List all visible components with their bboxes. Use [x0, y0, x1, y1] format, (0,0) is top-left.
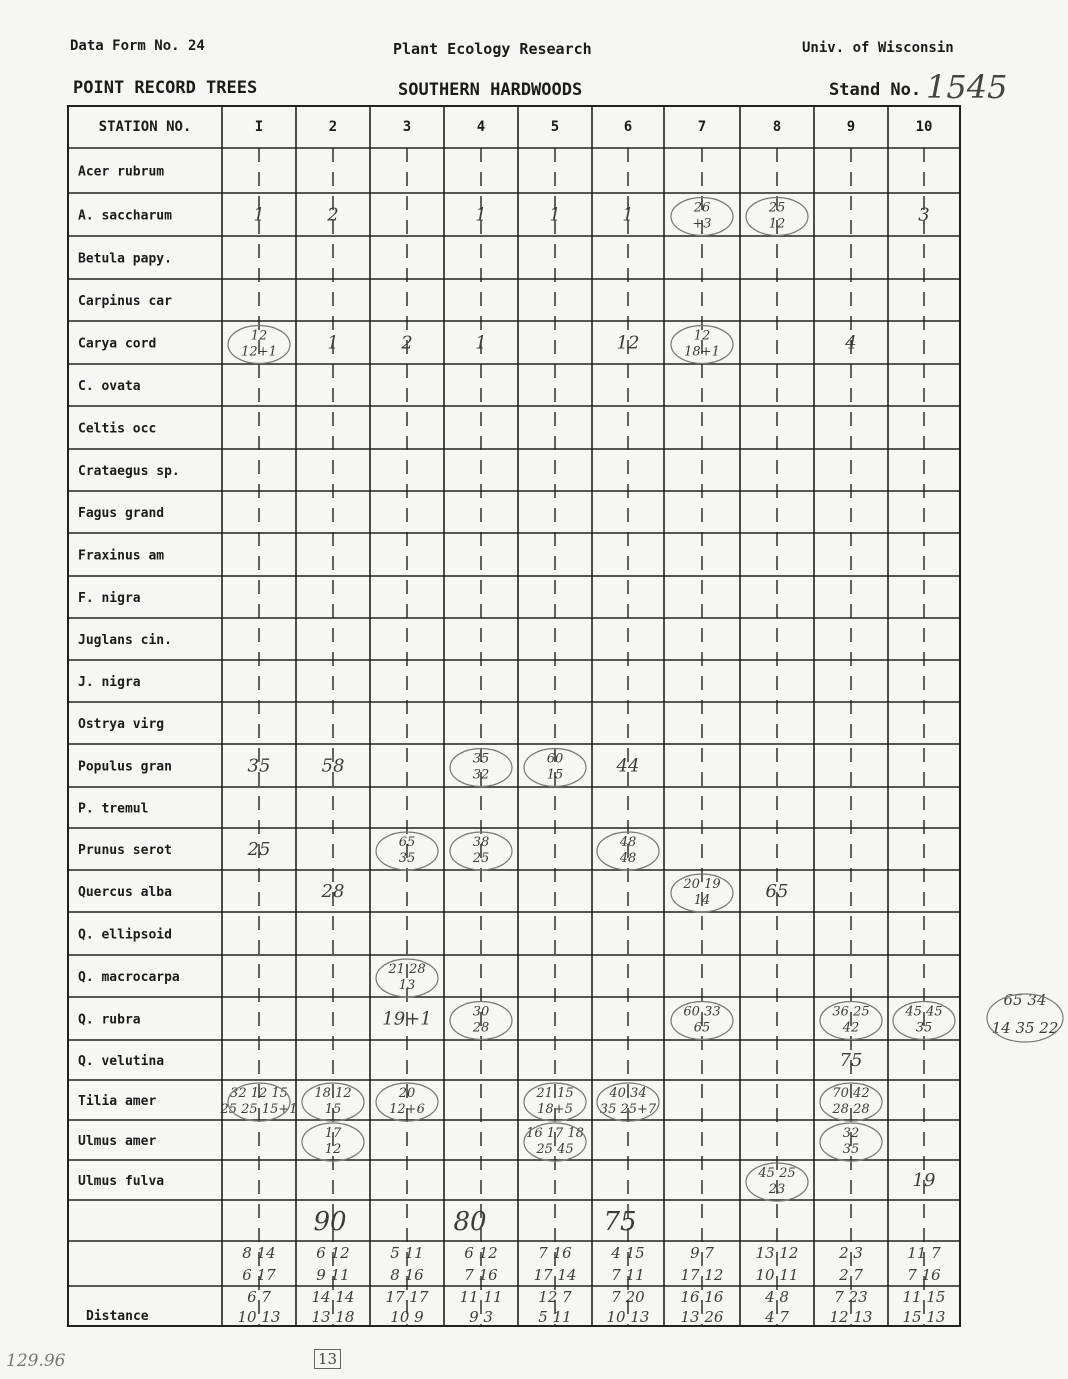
tree-entry: 12 [324, 1142, 342, 1157]
azimuth-value: 13 12 [755, 1244, 799, 1262]
distance-value: 13 26 [680, 1308, 724, 1326]
stand-label: Stand No. [829, 80, 922, 100]
stand-number: 1545 [926, 68, 1008, 106]
azimuth-value: 17 14 [533, 1266, 577, 1284]
tree-entry: 18+1 [684, 344, 720, 360]
station-number: 2 [328, 119, 338, 135]
tree-entry: 45 25 [758, 1166, 796, 1181]
station-number: 5 [550, 119, 560, 135]
station-header: STATION NO. [98, 119, 192, 135]
distance-value: 14 14 [311, 1288, 355, 1306]
blank-row-value: 75 [603, 1207, 637, 1237]
species-label: A. saccharum [78, 208, 172, 224]
tree-entry: +3 [692, 216, 712, 232]
tree-entry: 1 [327, 332, 339, 354]
species-label: Celtis occ [78, 421, 157, 437]
distance-value: 7 20 [611, 1288, 645, 1306]
azimuth-value: 7 16 [464, 1266, 498, 1284]
tree-entry: 20 [398, 1086, 416, 1101]
tree-entry: 25 [472, 851, 490, 866]
university-name: Univ. of Wisconsin [802, 40, 954, 56]
tree-entry: 25 [768, 200, 786, 216]
tree-entry: 21 28 [388, 962, 426, 977]
tree-entry: 35 [398, 851, 416, 866]
species-label: Carya cord [78, 336, 157, 352]
tree-entry: 42 [842, 1020, 860, 1036]
azimuth-value: 9 7 [690, 1244, 714, 1262]
tree-entry: 4 [845, 332, 857, 354]
tree-entry: 65 [765, 881, 789, 902]
azimuth-value: 8 16 [390, 1266, 424, 1284]
footer-note: 129.96 [6, 1351, 66, 1371]
tree-entry: 35 [247, 755, 271, 777]
tree-entry: 26 [693, 200, 711, 216]
tree-entry: 35 25+7 [599, 1102, 657, 1117]
tree-entry: 35 [915, 1020, 933, 1036]
tree-entry: 15 [324, 1102, 342, 1117]
distance-value: 10 13 [237, 1308, 281, 1326]
tree-entry: 2 [401, 332, 413, 354]
tree-entry: 28 28 [832, 1102, 870, 1117]
tree-entry: 18+5 [537, 1102, 573, 1117]
distance-value: 7 23 [834, 1288, 868, 1306]
station-number: 7 [697, 119, 707, 135]
margin-note: 14 35 22 [991, 1019, 1059, 1037]
form-number: Data Form No. 24 [70, 38, 205, 54]
tree-entry: 12 [616, 332, 640, 354]
distance-value: 6 7 [247, 1288, 271, 1306]
tree-entry: 65 [693, 1020, 711, 1036]
distance-value: 4 7 [765, 1308, 789, 1326]
tree-entry: 44 [616, 755, 640, 777]
tree-entry: 25 25 15+1 [220, 1102, 298, 1117]
tree-entry: 28 [321, 881, 345, 902]
tree-entry: 2 [327, 204, 339, 226]
species-label: Carpinus car [78, 294, 172, 309]
tree-entry: 1 [475, 332, 487, 354]
tree-entry: 19 [912, 1170, 936, 1191]
tree-entry: 1 [549, 204, 561, 226]
azimuth-value: 6 17 [242, 1266, 276, 1284]
species-label: Q. velutina [78, 1054, 165, 1069]
azimuth-value: 5 11 [390, 1244, 424, 1262]
distance-value: 9 3 [469, 1308, 493, 1326]
distance-value: 15 13 [902, 1308, 946, 1326]
distance-value: 13 18 [311, 1308, 355, 1326]
tree-entry: 32 [842, 1126, 860, 1141]
azimuth-value: 7 16 [907, 1266, 941, 1284]
species-label: Q. rubra [78, 1012, 141, 1028]
species-label: Populus gran [78, 759, 172, 775]
species-label: Ulmus fulva [78, 1174, 165, 1189]
tree-entry: 28 [472, 1020, 490, 1036]
tree-entry: 12+6 [389, 1102, 425, 1117]
azimuth-value: 6 12 [464, 1244, 498, 1262]
azimuth-value: 7 16 [538, 1244, 572, 1262]
distance-value: 11 11 [459, 1288, 503, 1306]
tree-entry: 48 [619, 835, 637, 850]
species-label: Acer rubrum [78, 164, 165, 180]
tree-entry: 35 [842, 1142, 860, 1157]
tree-entry: 1 [475, 204, 487, 226]
tree-entry: 14 [693, 893, 711, 908]
tree-entry: 21 15 [536, 1086, 574, 1101]
tree-entry: 48 [619, 851, 637, 866]
distance-value: 16 16 [680, 1288, 724, 1306]
station-number: 6 [623, 119, 633, 135]
tree-entry: 38 [472, 835, 490, 850]
azimuth-value: 8 14 [242, 1244, 276, 1262]
species-label: Quercus alba [78, 885, 172, 900]
species-label: Prunus serot [78, 843, 172, 858]
tree-entry: 20 19 [683, 877, 721, 892]
tree-entry: 60 [546, 751, 564, 767]
tree-entry: 40 34 [609, 1086, 647, 1101]
tree-entry: 13 [398, 978, 416, 993]
species-label: P. tremul [78, 801, 149, 817]
species-label: F. nigra [78, 591, 141, 606]
margin-note: 65 34 [1003, 991, 1047, 1009]
tree-entry: 1 [253, 204, 265, 226]
species-label: Fagus grand [78, 506, 165, 521]
blank-row-value: 80 [453, 1207, 487, 1237]
azimuth-value: 9 11 [316, 1266, 350, 1284]
tree-entry: 36 25 [832, 1004, 870, 1020]
tree-entry: 12 [250, 328, 268, 344]
tree-entry: 30 [472, 1004, 490, 1020]
tree-entry: 75 [839, 1050, 863, 1071]
station-number: 3 [402, 119, 412, 135]
station-number: 8 [772, 119, 782, 135]
tree-entry: 12+1 [241, 344, 277, 360]
blank-row-value: 90 [313, 1207, 347, 1237]
distance-value: 10 9 [390, 1308, 424, 1326]
tree-entry: 58 [321, 755, 345, 777]
distance-label: Distance [86, 1309, 149, 1324]
azimuth-value: 10 11 [755, 1266, 799, 1284]
distance-value: 17 17 [385, 1288, 429, 1306]
tree-entry: 16 17 18 [526, 1126, 584, 1141]
species-label: Q. ellipsoid [78, 927, 172, 943]
species-label: Juglans cin. [78, 633, 172, 648]
azimuth-value: 17 12 [680, 1266, 724, 1284]
tree-entry: 32 [472, 767, 490, 783]
azimuth-value: 2 3 [839, 1244, 863, 1262]
tree-entry: 45 45 [905, 1004, 943, 1020]
species-label: Fraxinus am [78, 548, 165, 564]
distance-value: 5 11 [538, 1308, 572, 1326]
tree-entry: 65 [398, 835, 416, 850]
tree-entry: 12 [693, 328, 711, 344]
tree-entry: 3 [918, 204, 930, 226]
azimuth-value: 11 7 [907, 1244, 941, 1262]
tree-entry: 15 [546, 767, 564, 783]
tree-entry: 32 12 15 [230, 1086, 288, 1101]
species-label: J. nigra [78, 675, 141, 690]
tree-entry: 1 [622, 204, 634, 226]
distance-value: 4 8 [765, 1288, 789, 1306]
project-name: Plant Ecology Research [393, 40, 592, 58]
distance-value: 12 7 [538, 1288, 572, 1306]
species-label: Q. macrocarpa [78, 970, 180, 985]
form-title: POINT RECORD TREES [73, 78, 258, 98]
species-label: Ostrya virg [78, 717, 165, 732]
distance-value: 11 15 [902, 1288, 946, 1306]
tree-entry: 19+1 [382, 1008, 432, 1030]
footer-box-note: 13 [314, 1349, 341, 1369]
species-label: C. ovata [78, 379, 141, 394]
table-border [68, 106, 960, 1326]
azimuth-value: 2 7 [839, 1266, 863, 1284]
azimuth-value: 7 11 [611, 1266, 645, 1284]
azimuth-value: 6 12 [316, 1244, 350, 1262]
form-subtitle: SOUTHERN HARDWOODS [398, 80, 583, 100]
tree-entry: 25 45 [536, 1142, 574, 1157]
tree-entry: 25 [247, 839, 271, 860]
tree-entry: 70 42 [832, 1086, 870, 1101]
species-label: Tilia amer [78, 1094, 157, 1109]
species-label: Crataegus sp. [78, 464, 180, 479]
tree-entry: 60 33 [683, 1004, 721, 1020]
distance-value: 10 13 [606, 1308, 650, 1326]
station-number: I [254, 119, 264, 135]
station-number: 10 [915, 119, 933, 135]
tree-entry: 35 [472, 751, 490, 767]
station-number: 4 [476, 119, 486, 135]
tree-entry: 12 [768, 216, 786, 232]
distance-value: 12 13 [829, 1308, 873, 1326]
station-number: 9 [846, 119, 856, 135]
tree-entry: 18 12 [314, 1086, 352, 1101]
tree-entry: 23 [768, 1182, 786, 1197]
azimuth-value: 4 15 [611, 1244, 645, 1262]
species-label: Ulmus amer [78, 1134, 157, 1149]
tree-entry: 17 [324, 1126, 342, 1141]
species-label: Betula papy. [78, 251, 172, 267]
